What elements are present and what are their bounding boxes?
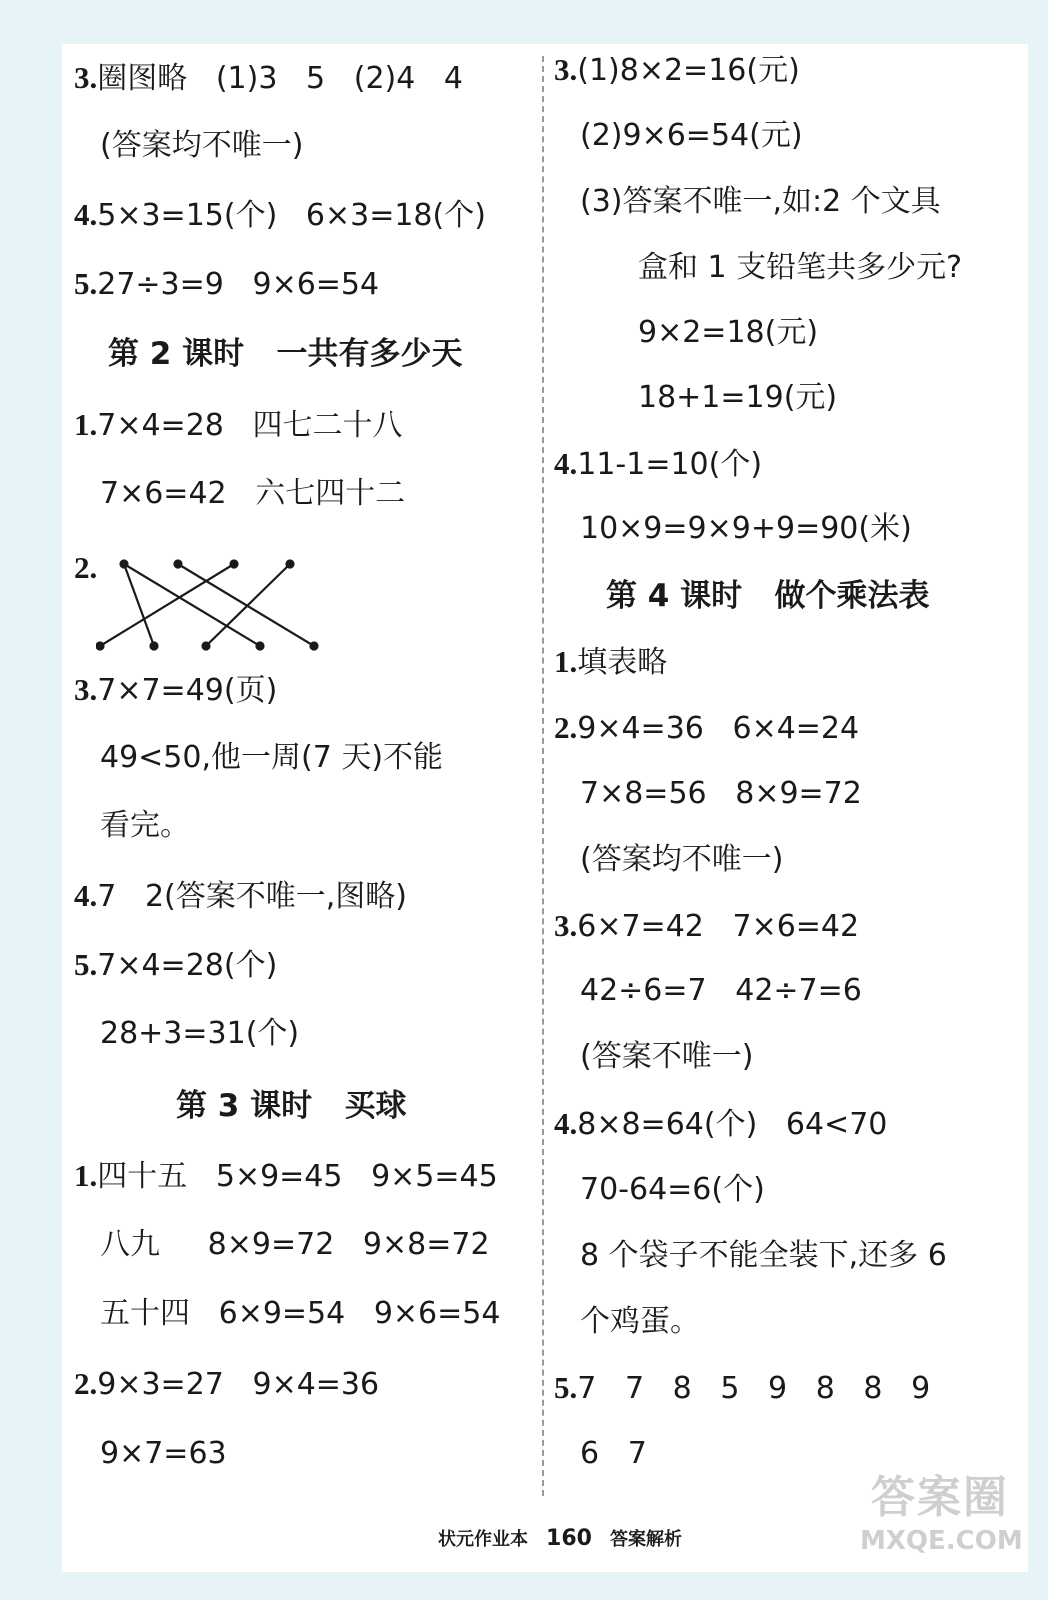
section-name: 答案解析 xyxy=(609,1529,682,1550)
right-answer-q3-line2: (2)9×6=54(元) xyxy=(580,118,803,153)
lesson2-answer-q1: 1.7×4=28 四七二十八 xyxy=(74,407,403,443)
lesson4-answer-q2: 2.9×4=36 6×4=24 xyxy=(554,710,860,746)
right-answer-q3: 3.(1)8×2=16(元) xyxy=(554,52,800,88)
lesson4-answer-q3-line3: (答案不唯一) xyxy=(580,1039,754,1074)
match-dot xyxy=(151,643,158,650)
lesson4-answer-q3: 3.6×7=42 7×6=42 xyxy=(554,908,860,944)
answer-q3: 3.圈图略 (1)3 5 (2)4 4 xyxy=(74,60,464,96)
match-dot xyxy=(121,561,128,568)
right-answer-q3-line4: 盒和 1 支铅笔共多少元? xyxy=(638,250,963,285)
match-line xyxy=(124,564,154,646)
match-line xyxy=(100,564,234,646)
lesson4-answer-q5-line2: 6 7 xyxy=(580,1436,647,1471)
column-divider xyxy=(542,56,544,1496)
lesson3-answer-q2-line2: 9×7=63 xyxy=(100,1436,227,1471)
lesson-2-title: 第 2 课时 一共有多少天 xyxy=(108,336,463,372)
matching-lines-diagram xyxy=(96,556,336,656)
right-answer-q4: 4.11-1=10(个) xyxy=(554,446,763,482)
lesson4-answer-q4-line4: 个鸡蛋。 xyxy=(580,1304,700,1339)
lesson4-answer-q2-line2: 7×8=56 8×9=72 xyxy=(580,776,862,811)
watermark-text: 答案圈 xyxy=(871,1472,1009,1523)
right-answer-q3-line5: 9×2=18(元) xyxy=(638,315,819,350)
answer-q5: 5.27÷3=9 9×6=54 xyxy=(74,266,380,302)
watermark-logo xyxy=(860,1470,1023,1590)
lesson4-answer-q4: 4.8×8=64(个) 64<70 xyxy=(554,1106,888,1142)
lesson2-answer-q5: 5.7×4=28(个) xyxy=(74,947,278,983)
lesson3-answer-q1: 1.四十五 5×9=45 9×5=45 xyxy=(74,1158,498,1194)
lesson4-answer-q5: 5.7 7 8 5 9 8 8 9 xyxy=(554,1370,931,1406)
lesson4-answer-q4-line3: 8 个袋子不能全装下,还多 6 xyxy=(580,1238,947,1273)
match-line xyxy=(124,564,260,646)
lesson4-answer-q4-line2: 70-64=6(个) xyxy=(580,1172,765,1207)
lesson2-answer-q2: 2. xyxy=(74,550,98,585)
match-dot xyxy=(257,643,264,650)
page-footer xyxy=(340,1518,780,1558)
lesson3-answer-q2: 2.9×3=27 9×4=36 xyxy=(74,1366,380,1402)
watermark-url: MXQE.COM xyxy=(860,1526,1023,1556)
match-dot xyxy=(97,643,104,650)
lesson2-answer-q1-line2: 7×6=42 六七四十二 xyxy=(100,476,406,511)
match-line xyxy=(178,564,314,646)
lesson4-answer-q1: 1.填表略 xyxy=(554,644,668,680)
lesson-3-title: 第 3 课时 买球 xyxy=(176,1088,407,1124)
lesson-4-title: 第 4 课时 做个乘法表 xyxy=(606,578,930,614)
lesson3-answer-q1-line3: 五十四 6×9=54 9×6=54 xyxy=(100,1296,501,1331)
right-answer-q4-line2: 10×9=9×9+9=90(米) xyxy=(580,511,912,546)
lesson2-answer-q3: 3.7×7=49(页) xyxy=(74,672,278,708)
right-answer-q3-line3: (3)答案不唯一,如:2 个文具 xyxy=(580,184,941,219)
lesson2-answer-q5-line2: 28+3=31(个) xyxy=(100,1016,300,1051)
lesson4-answer-q3-line2: 42÷6=7 42÷7=6 xyxy=(580,973,862,1008)
match-dot xyxy=(175,561,182,568)
lesson2-answer-q4: 4.7 2(答案不唯一,图略) xyxy=(74,878,407,914)
match-dot xyxy=(203,643,210,650)
lesson4-answer-q2-line3: (答案均不唯一) xyxy=(580,842,784,877)
page-number: 160 xyxy=(546,1525,592,1551)
match-dot xyxy=(231,561,238,568)
answer-q4: 4.5×3=15(个) 6×3=18(个) xyxy=(74,197,486,233)
lesson3-answer-q1-line2: 八九 8×9=72 9×8=72 xyxy=(100,1227,490,1262)
lesson2-answer-q3-line3: 看完。 xyxy=(100,808,190,843)
lesson2-answer-q3-line2: 49<50,他一周(7 天)不能 xyxy=(100,740,444,775)
match-dot xyxy=(311,643,318,650)
match-line xyxy=(206,564,290,646)
match-dot xyxy=(287,561,294,568)
book-name: 状元作业本 xyxy=(438,1529,529,1550)
right-answer-q3-line6: 18+1=19(元) xyxy=(638,380,838,415)
answer-q3-note: (答案均不唯一) xyxy=(100,128,304,163)
